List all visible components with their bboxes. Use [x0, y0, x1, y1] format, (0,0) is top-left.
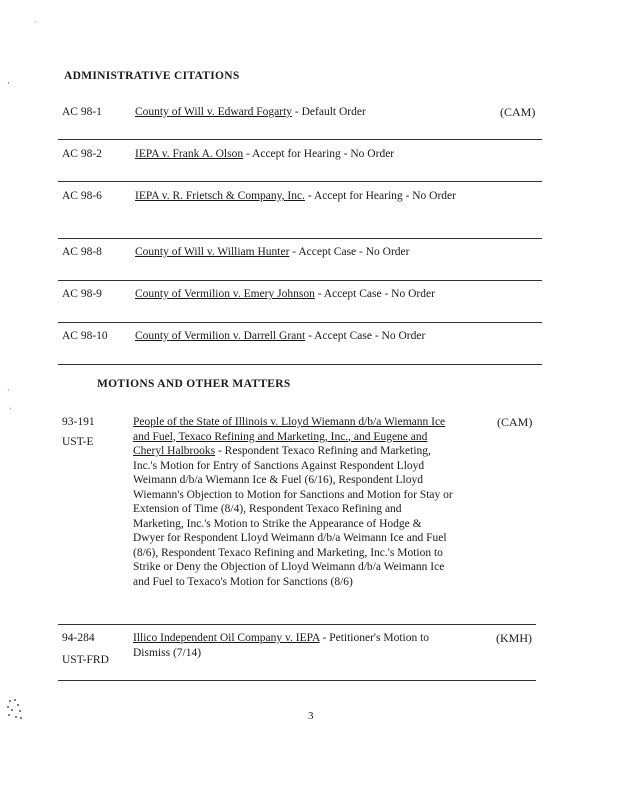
admin-citations-heading: ADMINISTRATIVE CITATIONS: [64, 70, 240, 82]
case-number: AC 98-6: [62, 190, 102, 202]
divider: [58, 181, 542, 182]
case-disposition: - Petitioner's Motion to Dismiss (7/14): [133, 632, 430, 659]
divider: [58, 364, 542, 365]
case-entry: [135, 105, 485, 120]
case-entry: [133, 631, 455, 660]
case-disposition: - Accept for Hearing - No Order: [304, 190, 456, 202]
divider: [58, 238, 542, 239]
case-title: Illico Independent Oil Company v. IEPA: [133, 632, 320, 644]
case-number: AC 98-1: [62, 106, 102, 118]
case-disposition: - Accept Case - No Order: [289, 246, 410, 258]
divider: [58, 280, 542, 281]
case-title: People of the State of Illinois v. Lloyd Wiemann d/b/a Wiemann Ice and Fuel, Texaco Refining and Marketing, Inc., and Eugene and Cheryl Halbrooks: [133, 416, 446, 457]
scan-speck: ·: [7, 386, 10, 395]
divider: [58, 139, 542, 140]
page-number: 3: [308, 710, 314, 722]
divider: [58, 624, 536, 625]
case-number: AC 98-9: [62, 288, 102, 300]
case-title: IEPA v. R. Frietsch & Company, Inc.: [135, 190, 305, 202]
case-disposition: - Accept for Hearing - No Order: [243, 148, 395, 160]
case-type: UST-E: [62, 436, 94, 448]
case-entry: [135, 329, 485, 344]
case-entry: [133, 415, 455, 589]
case-entry: [135, 287, 485, 302]
case-entry: [135, 245, 485, 260]
case-number: 93-191: [62, 416, 95, 428]
case-entry: [135, 189, 465, 204]
case-title: County of Will v. Edward Fogarty: [135, 106, 293, 118]
hearing-officer: (CAM): [500, 105, 536, 119]
case-number: 94-284: [62, 632, 95, 644]
case-entry: [135, 147, 485, 162]
case-disposition: - Default Order: [292, 106, 366, 118]
case-number: AC 98-2: [62, 148, 102, 160]
scan-speck: ‚: [7, 76, 10, 85]
scan-speck: ˎ: [9, 400, 12, 409]
case-title: County of Vermilion v. Emery Johnson: [135, 288, 315, 300]
case-number: AC 98-10: [62, 330, 108, 342]
case-disposition: - Accept Case - No Order: [314, 288, 435, 300]
case-type: UST-FRD: [62, 654, 109, 666]
case-disposition: - Respondent Texaco Refining and Marketing, Inc.'s Motion for Entry of Sanctions Against Respondent Lloyd Weimann d/b/a Wiemann Ice & Fuel (6/16), Respondent Lloyd Wiemann's Objection to Motion for Sanctions and Motion for Stay or Extension of Time (8/4), Respondent Texaco Refining and Marketing, Inc.'s Motion to Strike the Appearance of Hodge & Dwyer for Respondent Lloyd Weimann d/b/a Weimann Ice and Fuel (8/6), Respondent Texaco Refining and Marketing, Inc.'s Motion to Strike or Deny the Objection of Lloyd Weimann d/b/a Weimann Ice and Fuel to Texaco's Motion for Sanctions (8/6): [133, 445, 453, 588]
divider: [58, 680, 536, 681]
hearing-officer: (KMH): [496, 631, 532, 645]
case-title: IEPA v. Frank A. Olson: [135, 148, 244, 160]
scan-speck: ·: [34, 18, 37, 27]
hearing-officer: (CAM): [497, 415, 533, 429]
case-disposition: - Accept Case - No Order: [305, 330, 426, 342]
case-number: AC 98-8: [62, 246, 102, 258]
case-title: County of Will v. William Hunter: [135, 246, 290, 258]
case-title: County of Vermilion v. Darrell Grant: [135, 330, 306, 342]
motions-heading: MOTIONS AND OTHER MATTERS: [97, 378, 291, 390]
divider: [58, 322, 542, 323]
scan-artifact: [4, 696, 26, 722]
